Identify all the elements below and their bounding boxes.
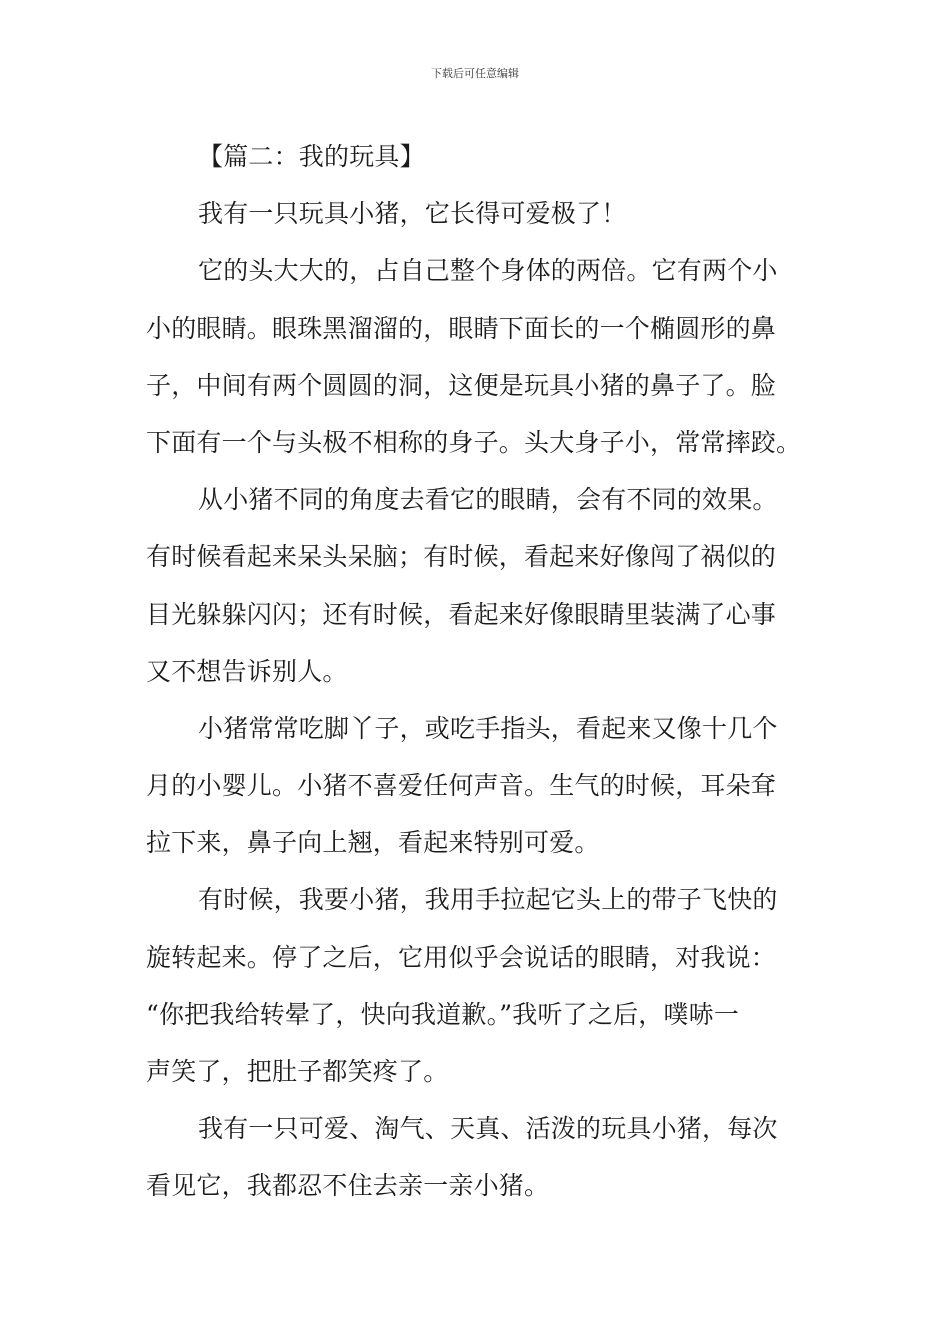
- paragraph-line: 又不想告诉别人。: [146, 656, 348, 686]
- paragraph-line: “你把我给转晕了，快向我道歉。”我听了之后，噗哧一: [146, 999, 740, 1029]
- paragraph-line: 目光躲躲闪闪；还有时候，看起来好像眼睛里装满了心事: [146, 599, 777, 629]
- paragraph-line: 下面有一个与头极不相称的身子。头大身子小，常常摔跤。: [146, 427, 802, 457]
- article-body: [146, 128, 808, 1215]
- paragraph-line: 从小猪不同的角度去看它的眼睛，会有不同的效果。: [198, 485, 778, 515]
- paragraph-line: 有时候看起来呆头呆脑；有时候，看起来好像闯了祸似的: [146, 542, 777, 572]
- paragraph-line: 小猪常常吃脚丫子，或吃手指头，看起来又像十几个: [198, 713, 778, 743]
- paragraph-line: 小的眼睛。眼珠黑溜溜的，眼睛下面长的一个椭圆形的鼻: [146, 313, 777, 343]
- paragraph-line: 子，中间有两个圆圆的洞，这便是玩具小猪的鼻子了。脸: [146, 370, 777, 400]
- paragraph-line: 它的头大大的，占自己整个身体的两倍。它有两个小: [198, 256, 778, 286]
- paragraph-line: 旋转起来。停了之后，它用似乎会说话的眼睛，对我说：: [146, 942, 777, 972]
- paragraph-line: 拉下来，鼻子向上翘，看起来特别可爱。: [146, 828, 600, 858]
- paragraph-line: 我有一只玩具小猪，它长得可爱极了！: [198, 199, 627, 229]
- paragraph-line: 声笑了，把肚子都笑疼了。: [146, 1057, 449, 1086]
- paragraph-line: 月的小婴儿。小猪不喜爱任何声音。生气的时候，耳朵耷: [146, 771, 777, 801]
- paragraph-line: 我有一只可爱、淘气、天真、活泼的玩具小猪，每次: [198, 1114, 778, 1144]
- page-header-note: 下载后可任意编辑: [431, 67, 519, 80]
- paragraph-line: 看见它，我都忍不住去亲一亲小猪。: [146, 1171, 550, 1201]
- paragraph-line: 有时候，我要小猪，我用手拉起它头上的带子飞快的: [198, 885, 778, 915]
- article-title: 【篇二：我的玩具】: [198, 142, 425, 171]
